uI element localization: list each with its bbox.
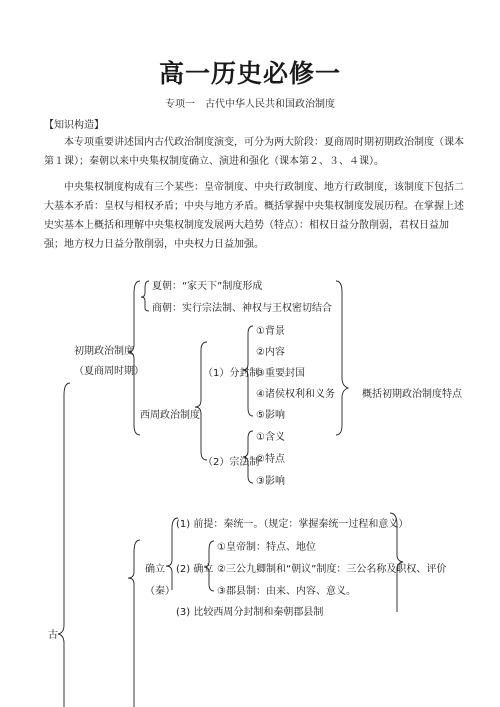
- xia-shang-brace: [141, 281, 149, 311]
- qin-sublabel: （秦）: [145, 586, 175, 597]
- intro-paragraph-2: 中央集权制度构成有三个某些：皇帝制度、中央行政制度、地方行政制度，该制度下包括二大基本矛盾：皇权与相权矛盾；中央与地方矛盾。概括掌握中央集权制度发展历程。在掌握上述史实基本上概括和理解中央集权制度发展两大趋势（特点）：相权日益分散削弱，君权日益加强；地方权力日益分散削弱，中央权力日益加强。: [44, 182, 464, 250]
- xizhou-brace: [195, 342, 207, 460]
- zongfa-item: ②特点: [256, 454, 285, 465]
- intro-paragraph-1: 本专项重要讲述国内古代政治制度演变，可分为两大阶段：夏商周时期初期政治制度（课本第１课）；秦朝以来中央集权制度确立、演进和强化（课本第２、３、４课）。: [44, 137, 464, 167]
- qin-label: 确立: [145, 564, 165, 575]
- gu-label: 古: [48, 630, 58, 641]
- early-right-brace: [336, 281, 348, 435]
- fenfeng-item: ④诸侯权利和义务: [256, 389, 335, 400]
- page-title: 高一历史必修一: [158, 59, 341, 88]
- premise-node: (1) 前提：秦统一。（规定：掌握秦统一过程和意义）: [176, 519, 409, 530]
- xia-node: 夏朝：“家天下”制度形成: [152, 281, 263, 292]
- fenfeng-item: ⑤影响: [256, 410, 285, 421]
- queli-item: ①皇帝制：特点、地位: [217, 542, 316, 553]
- fenfeng-item: ②内容: [256, 347, 285, 358]
- page-subtitle: 专项一 古代中华人民共和国政治制度: [165, 99, 335, 110]
- early-period-sublabel: （夏商周时期）: [74, 366, 144, 377]
- compare-node: (3) 比较西周分封制和秦朝郡县制: [176, 607, 324, 618]
- fenfeng-node: （1）分封制: [203, 368, 260, 379]
- gu-brace: [58, 383, 70, 707]
- zongfa-item: ①含义: [256, 432, 285, 443]
- shang-node: 商朝：实行宗法制、神权与王权密切结合: [152, 303, 332, 314]
- qin-brace: [128, 540, 140, 707]
- early-period-label: 初期政治制度: [74, 346, 134, 357]
- xizhou-node: 西周政治制度: [140, 410, 200, 421]
- early-summary-node: 概括初期政治制度特点: [362, 389, 462, 400]
- zongfa-item: ③影响: [256, 476, 285, 487]
- queli-node: (2) 确立: [176, 564, 214, 575]
- queli-item: ③郡县制：由来、内容、意义。: [217, 586, 356, 597]
- fenfeng-item: ③重要封国: [256, 368, 305, 379]
- early-brace: [128, 281, 140, 435]
- fenfeng-item: ①背景: [256, 326, 285, 337]
- section-label: 【知识构造】: [44, 120, 104, 131]
- queli-item: ②三公九卿制和“朝议”制度：三公名称及职权、评价: [217, 564, 447, 575]
- zongfa-node: （2）宗法制: [203, 457, 260, 468]
